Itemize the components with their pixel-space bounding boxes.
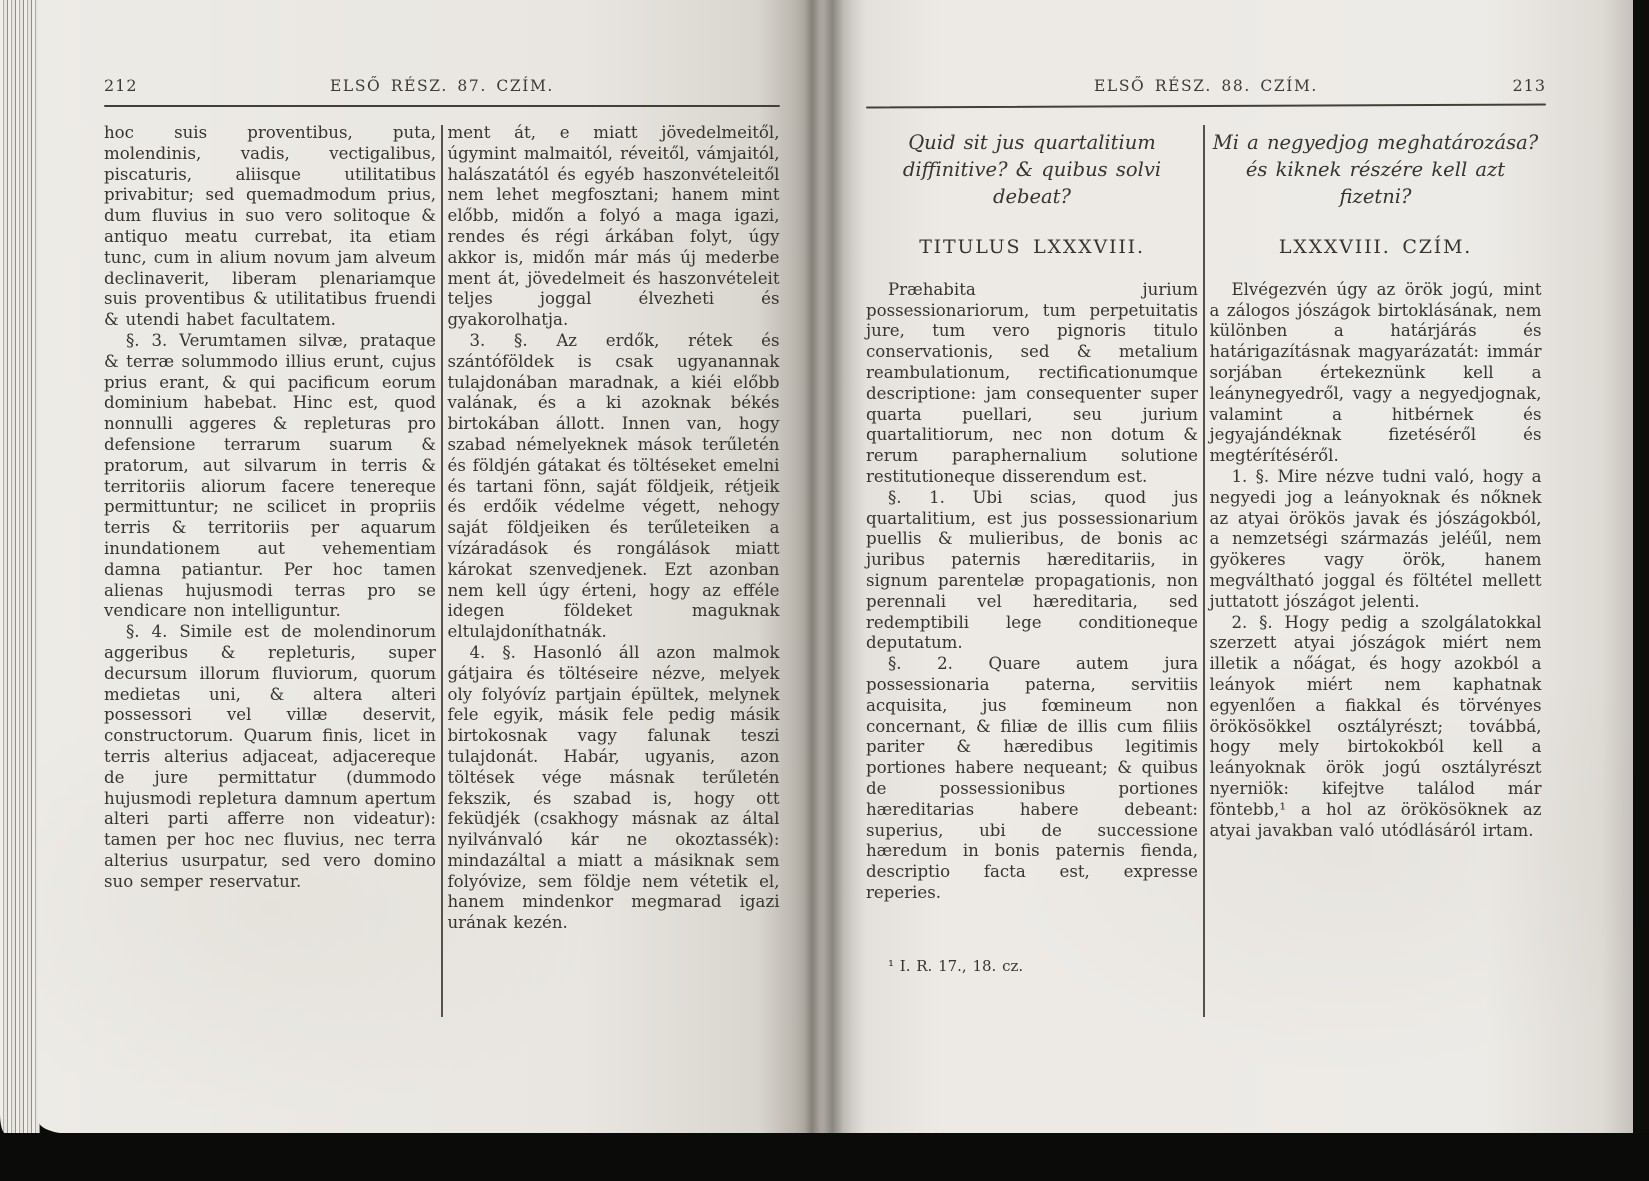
- paragraph: Elvégezvén úgy az örök jogú, mint a zálogos jószágok birtoklásának, nem különben a határjárás és határigazításnak magyarázatát: immár sorjában értekeznünk kell a leánynegyedről, vagy a negyedjognak, valamint a hitbérnek és jegyajándéknak fizetéséről és megtérítéséről.: [1209, 279, 1542, 466]
- right-running-header: [866, 76, 1546, 95]
- left-columns: [104, 123, 780, 1017]
- left-page-content: [104, 0, 780, 1017]
- paragraph: §. 4. Simile est de molendinorum aggeribus & repleturis, super decursum illorum fluviorum, quorum medietas uni, & altera alteri possessori vel villæ deservit, constructorum. Quarum finis, licet in terris alterius adjaceat, adjacereque de jure permittatur (dummodo hujusmodi repletura damnum apertum alteri parti afferre non videatur): tamen per hoc nec fluvius, nec terra alterius usurpatur, sed vero domino suo semper reservatur.: [104, 622, 436, 891]
- chapter-question: Quid sit jus quartalitium diffinitive? & quibus solvi debeat?: [902, 131, 1162, 208]
- paragraph: 2. §. Hogy pedig a szolgálatokkal szerzett atyai jószágok miért nem illetik a nőágat, és hogy azokból a leányok miért nem kaphatnak egyenlően a fiakkal és törvényes örökösökkel osztályrészt; továbbá, hogy mely birtokokból kell a leányoknak örök jogú osztályrészt nyerniök: kifejtve találod már föntebb,¹ a hol az örökösöknek az atyai javakban való utódlásáról irtam.: [1209, 612, 1542, 840]
- column-divider: [441, 125, 443, 1017]
- column-divider: [1203, 125, 1205, 1017]
- right-columns: [866, 123, 1546, 1017]
- paragraph: 3. §. Az erdők, rétek és szántóföldek is csak ugyanannak tulajdonában maradnak, a kiéi előbb valának, és a ki azoknak békés birtokában állott. Innen van, hogy szabad némelyeknek mások terűletén és földjén gátakat és töltéseket emelni és tartani fönn, saját földjeik, rétjeik és erdőik védelme végett, nehogy saját földjeiken és terűleteiken a vízáradások és rongálások miatt károkat szenvedjenek. Ezt azonban nem kell úgy érteni, hogy az efféle idegen földeket maguknak eltulajdoníthatnák.: [447, 330, 780, 642]
- book-cover-right-edge: [1633, 0, 1649, 1181]
- paragraph: Præhabita jurium possessionariorum, tum perpetuitatis jure, tum vero pignoris titulo conservationis, sed & metalium reambulationum, rectificationumque descriptione: jam consequenter super quarta puellari, seu jurium quartalitiorum, nec non dotum & rerum paraphernalium solutione restitutioneque disserendum est.: [866, 279, 1198, 486]
- chapter-title: TITULUS LXXXVIII.: [919, 236, 1145, 258]
- right-header-rule: [866, 104, 1546, 109]
- open-book-spread: [38, 0, 1634, 1134]
- left-running-header: [104, 76, 780, 95]
- latin-column: [104, 123, 436, 1017]
- page-stack-edge: [0, 0, 40, 1134]
- left-header-rule: [104, 105, 780, 107]
- left-page: [38, 0, 812, 1134]
- paragraph: 1. §. Mire nézve tudni való, hogy a negyedi jog a leányoknak és nőknek az atyai örökös javak és jószágokból, a nemzetségi származás jeléűl, nem gyökeres vagy örök, hanem megváltható joggal és föltétel mellett juttatott jószágot jelenti.: [1209, 466, 1542, 611]
- paragraph: §. 1. Ubi scias, quod jus quartalitium, est jus possessionarium puellis & mulieribus, de bonis ac juribus paternis hæreditariis, in signum parentelæ propagationis, non perennali vel hæreditaria, sed redemptibili lege conditioneque deputatum.: [866, 487, 1198, 653]
- right-header-title: ELSŐ RÉSZ. 88. CZÍM.: [1094, 77, 1318, 95]
- paragraph: §. 3. Verumtamen silvæ, prataque & terræ solummodo illius erunt, cujus prius erant, & qui pacificum eorum dominium habebat. Hinc est, quod nonnulli aggeres & repleturas pro defensione terrarum suarum & pratorum, aut silvarum in terris & territoriis aliorum facere tenereque permittuntur; ne scilicet in propriis terris & territoriis per aquarum inundationem aut vehementiam damna patiantur. Per hoc tamen alienas hujusmodi terras pro se vendicare non intelliguntur.: [104, 330, 436, 621]
- latin-column: [866, 123, 1198, 1017]
- left-page-number: 212: [104, 76, 138, 95]
- right-page: [812, 0, 1634, 1134]
- book-bottom-edge: [0, 1133, 1649, 1181]
- hungarian-column: [448, 123, 780, 1017]
- footnote: ¹ I. R. 17., 18. cz.: [888, 956, 1024, 975]
- right-page-number: 213: [1512, 76, 1546, 95]
- hungarian-column: [1210, 123, 1542, 1017]
- paragraph: hoc suis proventibus, puta, molendinis, vadis, vectigalibus, piscaturis, aliisque utilitatibus privabitur; sed quemadmodum prius, dum fluvius in suo vero solitoque & antiquo meatu currebat, ita etiam tunc, cum in alium novum jam alveum declinaverit, liberam plenariamque suis proventibus & utilitatibus fruendi & utendi habet facultatem.: [104, 123, 436, 330]
- paragraph: §. 2. Quare autem jura possessionaria paterna, servitiis acquisita, jus fœmineum non concernant, & filiæ de illis cum filiis pariter & hæredibus legitimis portiones habere nequeant; & quibus de possessionibus portiones hæreditarias habere debeant: superius, ubi de successione hæredum in bonis paternis fienda, descriptio facta est, expresse reperies.: [866, 654, 1198, 902]
- chapter-question: Mi a negyedjog meghatározása? és kiknek részére kell azt fizetni?: [1212, 131, 1539, 208]
- paragraph: 4. §. Hasonló áll azon malmok gátjaira és töltéseire nézve, melyek oly folyóvíz partjain épültek, melynek fele egyik, másik fele pedig másik birtokosnak vagy falunak teszi tulajdonát. Habár, ugyanis, azon töltések vége másnak terűletén fekszik, és szabad is, hogy ott feküdjék (csakhogy másnak az által nyilvánvaló kár ne okoztassék): mindazáltal a miatt a másiknak sem folyóvize, sem földje nem vétetik el, hanem mindenkor megmarad igazi urának kezén.: [447, 642, 780, 933]
- paragraph: ment át, e miatt jövedelmeitől, úgymint malmaitól, réveitől, vámjaitól, halászatától és egyéb haszonvételeitől nem lehet megfosztani; hanem mint előbb, midőn a folyó a maga igazi, rendes és régi árkában folyt, úgy akkor is, midőn már más új mederbe ment át, jövedelmeit és haszonvételeit teljes joggal élvezheti és gyakorolhatja.: [447, 123, 780, 330]
- right-page-content: [866, 0, 1546, 1017]
- left-header-title: ELSŐ RÉSZ. 87. CZÍM.: [330, 77, 554, 95]
- chapter-title: LXXXVIII. CZÍM.: [1278, 236, 1473, 258]
